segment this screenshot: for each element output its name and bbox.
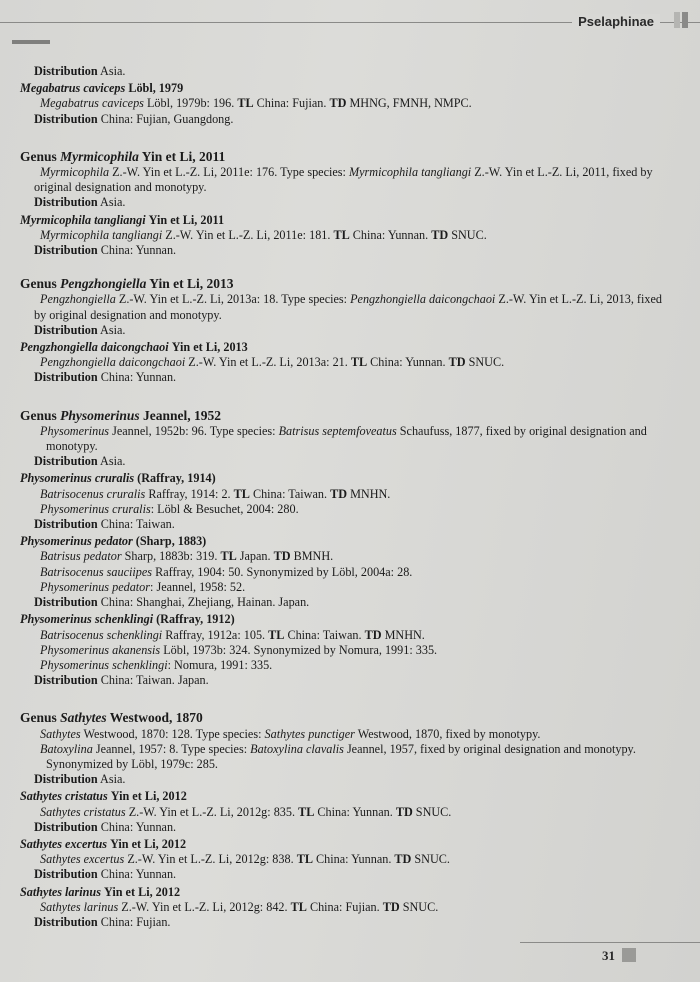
catalog-text	[20, 64, 672, 930]
species-heading: Sathytes excertus Yin et Li, 2012	[20, 836, 187, 851]
genus-heading: Genus Pengzhongiella Yin et Li, 2013	[20, 276, 234, 292]
footer-rule	[520, 942, 700, 943]
reference-line: Megabatrus caviceps Löbl, 1979b: 196. TL China: Fujian. TD MHNG, FMNH, NMPC.	[40, 96, 472, 111]
reference-line: Sathytes Westwood, 1870: 128. Type species: Sathytes punctiger Westwood, 1870, fixed by monotypy.	[40, 726, 541, 741]
running-header-title: Pselaphinae	[572, 14, 660, 29]
reference-line: Physomerinus akanensis Löbl, 1973b: 324. Synonymized by Nomura, 1991: 335.	[40, 642, 438, 657]
distribution-line: Distribution China: Yunnan.	[34, 819, 177, 834]
reference-line: Batoxylina Jeannel, 1957: 8. Type species: Batoxylina clavalis Jeannel, 1957, fixed by original designation and monotypy.	[40, 741, 636, 756]
species-heading: Physomerinus cruralis (Raffray, 1914)	[20, 471, 216, 486]
distribution-line: Distribution Asia.	[34, 64, 126, 78]
species-heading: Pengzhongiella daicongchaoi Yin et Li, 2013	[20, 340, 248, 355]
header-accent-bar	[12, 40, 50, 44]
distribution-line: Distribution Asia.	[34, 454, 126, 469]
reference-line: Sathytes excertus Z.-W. Yin et L.-Z. Li, 2012g: 838. TL China: Yunnan. TD SNUC.	[40, 852, 450, 867]
distribution-line: Distribution Asia.	[34, 772, 126, 787]
species-heading: Myrmicophila tangliangi Yin et Li, 2011	[20, 212, 225, 227]
distribution-line: Distribution Asia.	[34, 195, 126, 210]
reference-line: Batrisocenus schenklingi Raffray, 1912a: 105. TL China: Taiwan. TD MNHN.	[40, 627, 425, 642]
distribution-line: Distribution China: Yunnan.	[34, 867, 177, 882]
genus-heading: Genus Physomerinus Jeannel, 1952	[20, 407, 222, 423]
reference-line: Physomerinus pedator: Jeannel, 1958: 52.	[40, 579, 246, 594]
species-heading: Physomerinus schenklingi (Raffray, 1912)	[20, 612, 235, 627]
reference-continuation: monotypy.	[46, 439, 98, 454]
reference-line: Pengzhongiella daicongchaoi Z.-W. Yin et L.-Z. Li, 2013a: 21. TL China: Yunnan. TD SNUC.	[40, 355, 505, 370]
reference-line: Myrmicophila Z.-W. Yin et L.-Z. Li, 2011e: 176. Type species: Myrmicophila tangliangi Z.-W. Yin et L.-Z. Li, 2011, fixed by	[40, 165, 653, 180]
reference-line: Myrmicophila tangliangi Z.-W. Yin et L.-Z. Li, 2011e: 181. TL China: Yunnan. TD SNUC.	[40, 227, 487, 242]
reference-line: Physomerinus cruralis: Löbl & Besuchet, 2004: 280.	[40, 501, 299, 516]
reference-line: Batrisocenus sauciipes Raffray, 1904: 50. Synonymized by Löbl, 2004a: 28.	[40, 564, 413, 579]
header-blocks	[674, 12, 688, 28]
header-block	[682, 12, 688, 28]
distribution-line: Distribution China: Fujian, Guangdong.	[34, 111, 234, 126]
reference-line: Batrisocenus cruralis Raffray, 1914: 2. TL China: Taiwan. TD MNHN.	[40, 486, 391, 501]
reference-continuation: original designation and monotypy.	[34, 180, 207, 195]
reference-line: Sathytes larinus Z.-W. Yin et L.-Z. Li, 2012g: 842. TL China: Fujian. TD SNUC.	[40, 899, 439, 914]
footer-block	[622, 948, 636, 962]
distribution-line: Distribution China: Yunnan.	[34, 370, 177, 385]
reference-continuation: by original designation and monotypy.	[34, 307, 222, 322]
reference-line: Sathytes cristatus Z.-W. Yin et L.-Z. Li, 2012g: 835. TL China: Yunnan. TD SNUC.	[40, 804, 452, 819]
distribution-line: Distribution China: Yunnan.	[34, 243, 177, 258]
species-heading: Megabatrus caviceps Löbl, 1979	[20, 81, 184, 96]
distribution-line: Distribution China: Fujian.	[34, 914, 171, 929]
reference-line: Physomerinus schenklingi: Nomura, 1991: 335.	[40, 657, 273, 672]
reference-line: Batrisus pedator Sharp, 1883b: 319. TL Japan. TD BMNH.	[40, 549, 334, 564]
species-heading: Physomerinus pedator (Sharp, 1883)	[20, 534, 207, 549]
reference-continuation: Synonymized by Löbl, 1979c: 285.	[46, 756, 218, 771]
distribution-line: Distribution Asia.	[34, 322, 126, 337]
species-heading: Sathytes cristatus Yin et Li, 2012	[20, 789, 187, 804]
distribution-line: Distribution China: Taiwan.	[34, 517, 175, 532]
species-heading: Sathytes larinus Yin et Li, 2012	[20, 884, 181, 899]
reference-line: Pengzhongiella Z.-W. Yin et L.-Z. Li, 2013a: 18. Type species: Pengzhongiella daicongchaoi Z.-W. Yin et L.-Z. Li, 2013, fixed	[40, 292, 662, 307]
distribution-line: Distribution China: Taiwan. Japan.	[34, 673, 209, 688]
distribution-line: Distribution China: Shanghai, Zhejiang, Hainan. Japan.	[34, 595, 310, 610]
reference-line: Physomerinus Jeannel, 1952b: 96. Type species: Batrisus septemfoveatus Schaufuss, 1877, fixed by original designation and	[40, 423, 647, 438]
header-block	[674, 12, 680, 28]
genus-heading: Genus Sathytes Westwood, 1870	[20, 710, 203, 726]
genus-heading: Genus Myrmicophila Yin et Li, 2011	[20, 148, 226, 164]
page-number: 31	[602, 948, 615, 963]
